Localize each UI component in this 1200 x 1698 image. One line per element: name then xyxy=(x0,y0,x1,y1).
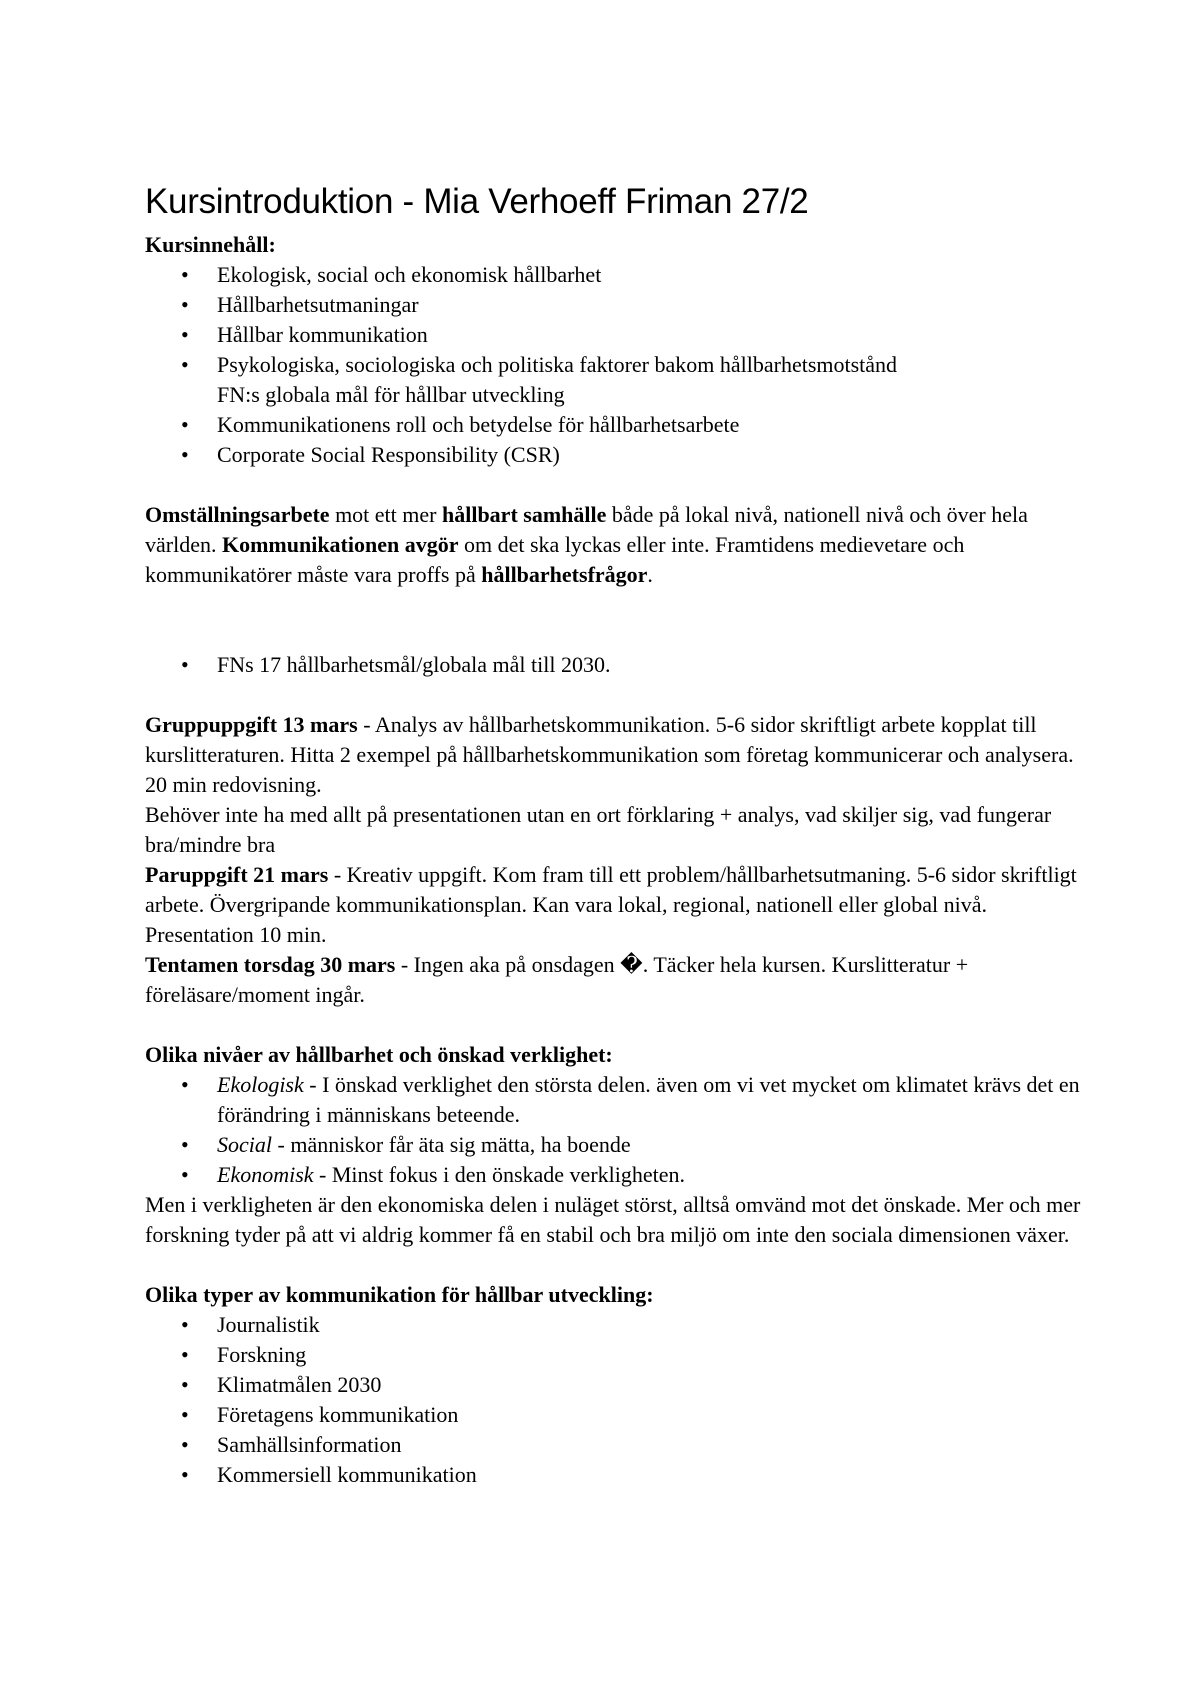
list-item: • Forskning xyxy=(217,1340,1085,1370)
spacer xyxy=(145,680,1085,710)
reality-paragraph: Men i verkligheten är den ekonomiska delen i nuläget störst, alltså omvänd mot det önskade. Mer och mer forskning tyder på att vi aldrig kommer få en stabil och bra miljö om inte den sociala dimensionen växer. xyxy=(145,1192,1081,1247)
presentation-note-paragraph: Behöver inte ha med allt på presentationen utan en ort förklaring + analys, vad skiljer sig, vad fungerar bra/mindre bra xyxy=(145,802,1052,857)
text: både på lokal nivå, nationell nivå och över hela världen. xyxy=(145,502,1028,557)
exam-paragraph xyxy=(145,950,1085,1010)
spacer xyxy=(145,470,1085,500)
text: mot ett mer xyxy=(329,502,442,527)
communication-types-list xyxy=(145,1310,1085,1490)
italic-label: Ekologisk xyxy=(217,1072,304,1097)
bold-text: Gruppuppgift 13 mars xyxy=(145,712,358,737)
bold-text: Tentamen torsdag 30 mars xyxy=(145,952,396,977)
group-task-paragraph xyxy=(145,710,1085,800)
text: - Ingen aka på onsdagen �. Täcker hela kursen. Kurslitteratur + föreläsare/moment ingår. xyxy=(145,952,969,1007)
bold-text: Kommunikationen avgör xyxy=(221,532,459,557)
course-content-list xyxy=(145,260,1085,470)
levels-list xyxy=(145,1070,1085,1190)
bold-text: hållbarhetsfrågor xyxy=(481,562,648,587)
levels-heading: Olika nivåer av hållbarhet och önskad verklighet: xyxy=(145,1042,613,1067)
list-item: • Journalistik xyxy=(217,1310,1085,1340)
list-item: • Kommunikationens roll och betydelse för hållbarhetsarbete xyxy=(217,410,1085,440)
pair-task-paragraph xyxy=(145,860,1085,950)
document-title: Kursintroduktion - Mia Verhoeff Friman 27/2 xyxy=(145,182,809,221)
text: - människor får äta sig mätta, ha boende xyxy=(272,1132,631,1157)
italic-label: Ekonomisk xyxy=(217,1162,314,1187)
italic-label: Social xyxy=(217,1132,272,1157)
list-item: • Kommersiell kommunikation xyxy=(217,1460,1085,1490)
text: - Analys av hållbarhetskommunikation. 5-6 sidor skriftligt arbete kopplat till kurslitteraturen. Hitta 2 exempel på hållbarhetskommunikation som företag kommunicerar och analysera. 20 min redovisning. xyxy=(145,712,1074,797)
list-item: • Corporate Social Responsibility (CSR) xyxy=(217,440,1085,470)
bold-text: Paruppgift 21 mars xyxy=(145,862,329,887)
bold-text: Omställningsarbete xyxy=(145,502,330,527)
list-item: • Ekologisk, social och ekonomisk hållbarhet xyxy=(217,260,1085,290)
bold-text: hållbart samhälle xyxy=(441,502,607,527)
list-item: • Klimatmålen 2030 xyxy=(217,1370,1085,1400)
spacer xyxy=(145,590,1085,650)
list-item: • Företagens kommunikation xyxy=(217,1400,1085,1430)
communication-types-heading: Olika typer av kommunikation för hållbar utveckling: xyxy=(145,1282,654,1307)
list-item: • FNs 17 hållbarhetsmål/globala mål till 2030. xyxy=(217,650,1085,680)
spacer xyxy=(145,1010,1085,1040)
list-item-text: Psykologiska, sociologiska och politiska faktorer bakom hållbarhetsmotstånd xyxy=(217,352,898,377)
list-item xyxy=(217,1070,1085,1130)
list-item xyxy=(217,350,1085,410)
text: om det ska lyckas eller inte. Framtidens medievetare och kommunikatörer måste vara proffs på xyxy=(145,532,965,587)
text: - I önskad verklighet den största delen. även om vi vet mycket om klimatet krävs det en förändring i människans beteende. xyxy=(217,1072,1080,1127)
text: - Minst fokus i den önskade verkligheten. xyxy=(313,1162,686,1187)
list-item xyxy=(217,1160,1085,1190)
course-content-heading: Kursinnehåll: xyxy=(145,232,276,257)
text: . xyxy=(647,562,653,587)
spacer xyxy=(145,1250,1085,1280)
fn-goals-list xyxy=(145,650,1085,680)
list-item: • Hållbar kommunikation xyxy=(217,320,1085,350)
list-item-continuation: FN:s globala mål för hållbar utveckling xyxy=(217,382,565,407)
list-item: • Hållbarhetsutmaningar xyxy=(217,290,1085,320)
list-item: • Samhällsinformation xyxy=(217,1430,1085,1460)
text: - Kreativ uppgift. Kom fram till ett problem/hållbarhetsutmaning. 5-6 sidor skriftligt arbete. Övergripande kommunikationsplan. Kan vara lokal, regional, nationell eller global nivå. Presentation 10 min. xyxy=(145,862,1077,947)
document-page xyxy=(145,180,1085,1490)
transition-paragraph xyxy=(145,500,1085,590)
list-item xyxy=(217,1130,1085,1160)
